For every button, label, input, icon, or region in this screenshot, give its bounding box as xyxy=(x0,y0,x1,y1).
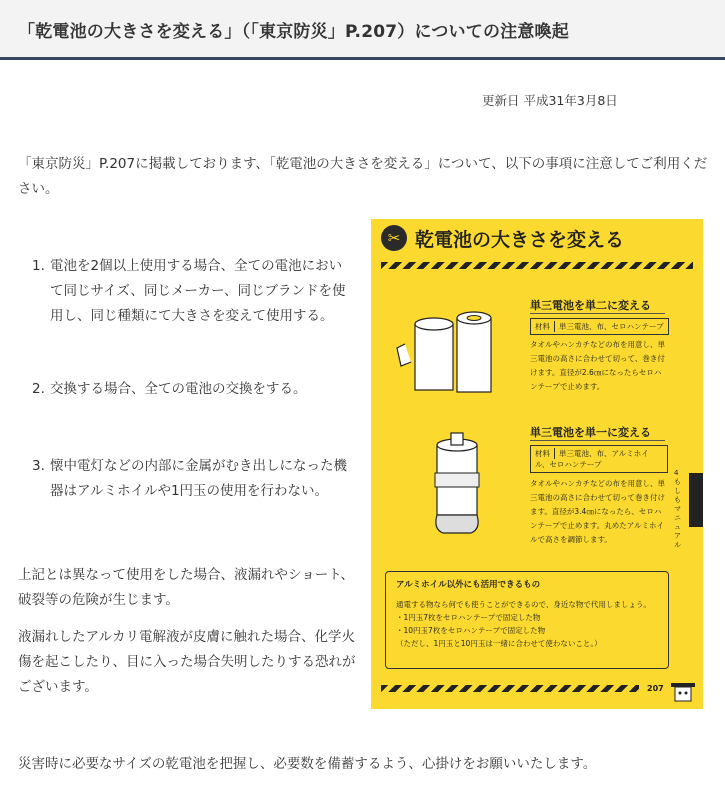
box-heading: アルミホイル以外にも活用できるもの xyxy=(396,580,541,590)
section-body: タオルやハンカチなどの布を用意し、単三電池の高さに合わせて切って、巻き付けます。直径が2.6㎝になったらセロハンテープで止めます。 xyxy=(530,340,665,391)
materials-tag xyxy=(530,318,669,335)
box-lines xyxy=(396,598,664,650)
section-divider xyxy=(530,313,665,314)
page-number: 207 xyxy=(647,684,664,693)
precaution-number: 1. xyxy=(32,258,45,274)
closing-text: 災害時に必要なサイズの乾電池を把握し、必要数を備蓄するよう、心掛けをお願いいたします。 xyxy=(18,756,597,772)
precaution-number: 3. xyxy=(32,458,45,474)
section-heading: 単三電池を単二に変える xyxy=(530,299,651,312)
side-label: 4 もしもマニュアル xyxy=(674,469,681,549)
precaution-text: 交換する場合、全ての電池の交換をする。 xyxy=(50,381,307,397)
section-body: タオルやハンカチなどの布を用意し、単三電池の高さに合わせて切って巻き付けます。直径が3.4㎝になったら、セロハンテープで止めます。丸めたアルミホイルで高さを調節します。 xyxy=(530,479,665,544)
hazard-stripe xyxy=(381,685,639,692)
materials-label: 材料 xyxy=(535,448,555,459)
warning-paragraph: 上記とは異なって使用をした場合、液漏れやショート、破裂等の危険が生じます。 xyxy=(18,567,355,608)
materials-tag xyxy=(530,445,668,473)
towel-roll-illustration xyxy=(393,304,503,396)
precaution-text: 電池を2個以上使用する場合、全ての電池において同じサイズ、同じメーカー、同じブランドを使用し、同じ種類にて大きさを変えて使用する。 xyxy=(50,258,346,324)
materials-value: 単三電池、布、セロハンテープ xyxy=(559,322,664,331)
hazard-stripe xyxy=(381,262,693,269)
wrapped-battery-illustration xyxy=(423,429,493,539)
mascot-icon xyxy=(669,681,697,707)
box-line: ・1円玉7枚をセロハンテープで固定した物 xyxy=(396,613,541,622)
alternatives-box xyxy=(385,571,669,669)
box-line: （ただし、1円玉と10円玉は一緒に合わせて使わないこと。） xyxy=(396,639,602,648)
materials-label: 材料 xyxy=(535,321,555,332)
updated-date: 更新日 平成31年3月8日 xyxy=(482,93,618,108)
materials-value: 単三電池、布、アルミホイル、セロハンテープ xyxy=(535,449,649,469)
page-title: 「乾電池の大きさを変える」（「東京防災」P.207）についての注意喚起 xyxy=(18,22,569,42)
box-line: 通電する物なら何でも使うことができるので、身近な物で代用しましょう。 xyxy=(396,600,651,609)
warning-paragraph: 液漏れしたアルカリ電解液が皮膚に触れた場合、化学火傷を起こしたり、目に入った場合失明したりする恐れがございます。 xyxy=(18,629,356,695)
intro-text: 「東京防災」P.207に掲載しております、「乾電池の大きさを変える」について、以下の事項に注意してご利用ください。 xyxy=(18,156,708,197)
scissors-icon: ✂ xyxy=(381,225,407,251)
precaution-text: 懐中電灯などの内部に金属がむき出しになった機器はアルミホイルや1円玉の使用を行わない。 xyxy=(50,458,347,499)
box-line: ・10円玉7枚をセロハンテープで固定した物 xyxy=(396,626,546,635)
section-divider xyxy=(530,440,665,441)
section-heading: 単三電池を単一に変える xyxy=(530,426,651,439)
side-tab-marker xyxy=(689,473,703,527)
page-header xyxy=(0,0,725,60)
manual-page-image xyxy=(371,219,703,709)
precaution-number: 2. xyxy=(32,381,45,397)
manual-title: 乾電池の大きさを変える xyxy=(415,229,625,251)
